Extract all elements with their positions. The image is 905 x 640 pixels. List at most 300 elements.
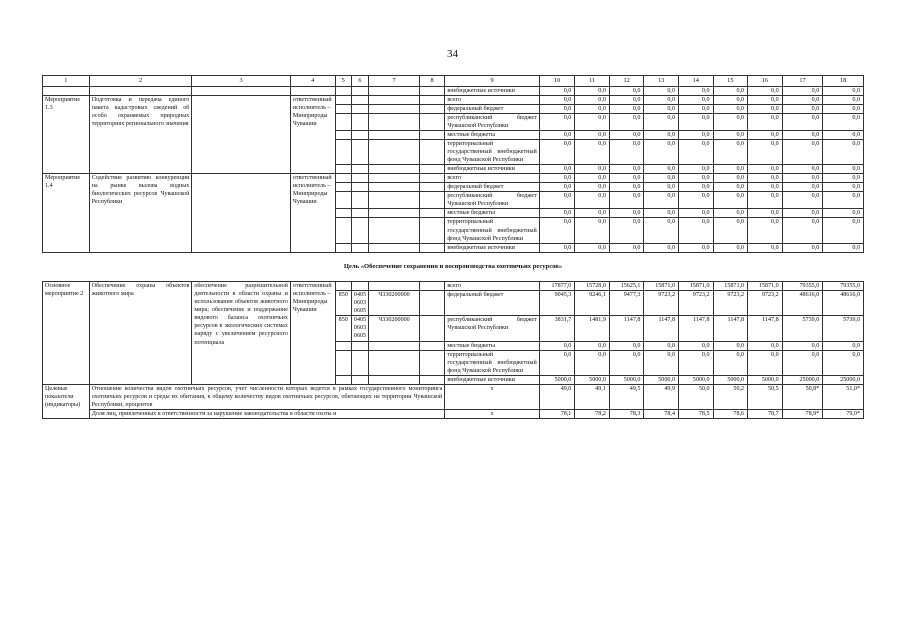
empty-cell (419, 282, 444, 291)
amount-cell: 15871,0 (748, 282, 783, 291)
empty-cell (351, 114, 368, 131)
amount-cell: 0,0 (539, 114, 575, 131)
amount-cell: 0,0 (575, 350, 610, 375)
empty-cell (419, 243, 444, 252)
responsible-cell: ответственный исполнитель – Минприроды Чувашии (290, 282, 335, 384)
amount-cell: 0,0 (679, 183, 714, 192)
empty-cell (419, 341, 444, 350)
empty-cell (335, 96, 351, 105)
amount-cell: 9045,3 (539, 291, 575, 316)
amount-cell: 0,0 (782, 96, 823, 105)
amount-cell: 0,0 (575, 96, 610, 105)
amount-cell: 0,0 (713, 114, 748, 131)
funding-source-cell: федеральный бюджет (445, 183, 539, 192)
amount-cell: 15871,0 (713, 282, 748, 291)
empty-cell (419, 114, 444, 131)
amount-cell: 0,0 (644, 87, 679, 96)
amount-cell: 0,0 (713, 183, 748, 192)
amount-cell: 0,0 (823, 218, 864, 243)
empty-cell (335, 375, 351, 384)
amount-cell: 0,0 (748, 243, 783, 252)
amount-cell: 0,0 (539, 140, 575, 165)
funding-source-cell: федеральный бюджет (445, 105, 539, 114)
amount-cell: 0,0 (539, 183, 575, 192)
empty-cell (369, 218, 420, 243)
amount-cell: 0,0 (609, 209, 644, 218)
amount-cell: 0,0 (575, 174, 610, 183)
empty-cell (369, 282, 420, 291)
amount-cell: 5000,0 (713, 375, 748, 384)
header-cell: 11 (575, 76, 610, 87)
funding-source-cell: территориальный государственный внебюджетный фонд Чувашской Республики (445, 140, 539, 165)
funding-source-cell: республиканский бюджет Чувашской Республики (445, 114, 539, 131)
amount-cell: 0,0 (539, 243, 575, 252)
amount-cell: 0,0 (644, 105, 679, 114)
measure-row (43, 174, 864, 183)
funding-source-cell: всего (445, 96, 539, 105)
amount-cell: 0,0 (748, 140, 783, 165)
empty-cell (369, 350, 420, 375)
indicator-value-cell: 78,6 (713, 409, 748, 418)
empty-cell (419, 165, 444, 174)
amount-cell: 0,0 (782, 243, 823, 252)
column-number-header (43, 76, 864, 87)
empty-cell (369, 165, 420, 174)
empty-cell (419, 291, 444, 316)
amount-cell: 0,0 (609, 96, 644, 105)
empty-cell (369, 105, 420, 114)
amount-cell: 0,0 (823, 209, 864, 218)
amount-cell: 0,0 (539, 96, 575, 105)
empty-cell (419, 209, 444, 218)
amount-cell: 0,0 (748, 183, 783, 192)
amount-cell: 3831,7 (539, 316, 575, 341)
funding-source-cell: всего (445, 282, 539, 291)
amount-cell: 1147,8 (644, 316, 679, 341)
empty-cell (335, 183, 351, 192)
main-measure-relation-cell: обеспечение разрешительной деятельности в области охраны и использования объектов животного мира; обеспечение и поддержание видового баланса охотничьих ресурсов в экологических системах наряду с увеличением ресурсного потенциала (192, 282, 291, 384)
empty-cell (419, 316, 444, 341)
amount-cell: 15625,1 (609, 282, 644, 291)
amount-cell: 0,0 (823, 243, 864, 252)
amount-cell: 0,0 (748, 341, 783, 350)
indicator-value-cell: 79,0* (823, 409, 864, 418)
indicator-text-cell: Отношение количества видов охотничьих ресурсов, учет численности которых ведется в рамках государственного мониторинга охотничьих ресурсов и среды их обитания, к общему количеству видов охотничьих ресурсов, обитающих на территории Чувашской Республики, процентов (89, 384, 445, 409)
amount-cell: 0,0 (782, 183, 823, 192)
amount-cell: 0,0 (644, 209, 679, 218)
amount-cell: 0,0 (782, 350, 823, 375)
amount-cell: 0,0 (575, 243, 610, 252)
amount-cell: 0,0 (539, 341, 575, 350)
empty-cell (335, 209, 351, 218)
indicator-value-cell: 78,3 (609, 409, 644, 418)
amount-cell: 0,0 (713, 192, 748, 209)
empty-cell (351, 140, 368, 165)
header-cell: 13 (644, 76, 679, 87)
header-cell: 10 (539, 76, 575, 87)
empty-cell (419, 140, 444, 165)
indicator-value-cell: 49,1 (575, 384, 610, 409)
amount-cell: 0,0 (748, 209, 783, 218)
amount-cell: 0,0 (539, 165, 575, 174)
amount-cell: 0,0 (782, 140, 823, 165)
header-cell: 16 (748, 76, 783, 87)
empty-cell (369, 192, 420, 209)
indicator-text-cell: Доля лиц, привлеченных к ответственности за нарушение законодательства в области охоты и (89, 409, 445, 418)
amount-cell: 5739,0 (782, 316, 823, 341)
indicator-value-cell: 50,0 (679, 384, 714, 409)
amount-cell: 0,0 (823, 131, 864, 140)
amount-cell: 0,0 (713, 174, 748, 183)
header-cell: 3 (192, 76, 291, 87)
amount-cell: 0,0 (782, 131, 823, 140)
empty-cell (369, 174, 420, 183)
header-cell: 6 (351, 76, 368, 87)
amount-cell: 0,0 (679, 131, 714, 140)
csr-code-cell: Ч330200000 (369, 291, 420, 316)
empty-cell (369, 140, 420, 165)
amount-cell: 0,0 (575, 87, 610, 96)
header-cell: 12 (609, 76, 644, 87)
empty-cell (192, 174, 291, 252)
amount-cell: 0,0 (713, 105, 748, 114)
amount-cell: 0,0 (539, 105, 575, 114)
amount-cell: 0,0 (823, 114, 864, 131)
empty-cell (351, 341, 368, 350)
funding-source-cell: республиканский бюджет Чувашской Республики (445, 192, 539, 209)
indicator-value-cell: 49,0 (539, 384, 575, 409)
funding-source-cell: республиканский бюджет Чувашской Республики (445, 316, 539, 341)
amount-cell: 0,0 (609, 105, 644, 114)
page-number: 34 (447, 48, 458, 60)
responsible-cell: ответственный исполнитель – Минприроды Чувашии (290, 96, 335, 174)
amount-cell: 0,0 (609, 183, 644, 192)
funding-source-cell: местные бюджеты (445, 341, 539, 350)
amount-cell: 0,0 (539, 192, 575, 209)
empty-cell (335, 174, 351, 183)
amount-cell: 0,0 (679, 96, 714, 105)
empty-cell (43, 87, 90, 96)
amount-cell: 0,0 (539, 87, 575, 96)
empty-cell (369, 87, 420, 96)
funding-source-cell: федеральный бюджет (445, 291, 539, 316)
responsible-cell: ответственный исполнитель – Минприроды Чувашии (290, 174, 335, 252)
amount-cell: 0,0 (644, 96, 679, 105)
empty-cell (419, 87, 444, 96)
amount-cell: 0,0 (679, 350, 714, 375)
empty-cell (290, 87, 335, 96)
measure-name-cell: Мероприятие 1.4 (43, 174, 90, 252)
header-cell: 17 (782, 76, 823, 87)
amount-cell: 0,0 (823, 87, 864, 96)
csr-code-cell: Ч330200000 (369, 316, 420, 341)
empty-cell (419, 192, 444, 209)
header-cell: 15 (713, 76, 748, 87)
header-cell: 9 (445, 76, 539, 87)
amount-cell: 0,0 (609, 350, 644, 375)
indicator-value-cell: 78,9* (782, 409, 823, 418)
empty-cell (335, 350, 351, 375)
amount-cell: 0,0 (679, 105, 714, 114)
amount-cell: 25000,0 (782, 375, 823, 384)
empty-cell (335, 341, 351, 350)
amount-cell: 0,0 (644, 218, 679, 243)
indicator-row (43, 409, 864, 418)
amount-cell: 0,0 (823, 350, 864, 375)
amount-cell: 5739,0 (823, 316, 864, 341)
amount-cell: 0,0 (748, 192, 783, 209)
header-cell: 5 (335, 76, 351, 87)
amount-cell: 0,0 (679, 218, 714, 243)
indicator-value-cell: 50,5 (748, 384, 783, 409)
amount-cell: 0,0 (575, 165, 610, 174)
amount-cell: 5000,0 (539, 375, 575, 384)
amount-cell: 0,0 (823, 165, 864, 174)
indicator-value-cell: 78,1 (539, 409, 575, 418)
amount-cell: 0,0 (782, 218, 823, 243)
amount-cell: 0,0 (748, 96, 783, 105)
empty-cell (369, 375, 420, 384)
amount-cell: 0,0 (748, 350, 783, 375)
empty-cell (351, 96, 368, 105)
amount-cell: 9723,2 (713, 291, 748, 316)
funding-source-cell: внебюджетные источники (445, 243, 539, 252)
amount-cell: 5000,0 (644, 375, 679, 384)
amount-cell: 0,0 (823, 183, 864, 192)
amount-cell: 0,0 (782, 87, 823, 96)
amount-cell: 1147,8 (679, 316, 714, 341)
amount-cell: 15871,0 (679, 282, 714, 291)
amount-cell: 0,0 (713, 341, 748, 350)
amount-cell: 0,0 (539, 174, 575, 183)
empty-cell (351, 282, 368, 291)
empty-cell (351, 350, 368, 375)
empty-cell (335, 114, 351, 131)
amount-cell: 0,0 (713, 131, 748, 140)
amount-cell: 0,0 (679, 243, 714, 252)
empty-cell (369, 114, 420, 131)
amount-cell: 0,0 (609, 140, 644, 165)
grbs-code-cell: 850 (335, 316, 351, 341)
empty-cell (351, 192, 368, 209)
amount-cell: 0,0 (609, 243, 644, 252)
funding-source-cell: внебюджетные источники (445, 87, 539, 96)
amount-cell: 0,0 (823, 341, 864, 350)
empty-cell (419, 96, 444, 105)
amount-cell: 0,0 (644, 174, 679, 183)
empty-cell (89, 87, 192, 96)
amount-cell: 0,0 (609, 87, 644, 96)
amount-cell: 15728,0 (575, 282, 610, 291)
amount-cell: 0,0 (782, 209, 823, 218)
empty-cell (419, 218, 444, 243)
amount-cell: 0,0 (609, 165, 644, 174)
indicator-value-cell: 78,4 (644, 409, 679, 418)
amount-cell: 0,0 (644, 114, 679, 131)
amount-cell: 0,0 (713, 96, 748, 105)
amount-cell: 0,0 (575, 131, 610, 140)
empty-cell (335, 131, 351, 140)
indicator-value-cell: 49,5 (609, 384, 644, 409)
amount-cell: 0,0 (713, 165, 748, 174)
amount-cell: 0,0 (748, 174, 783, 183)
goal-title: Цель «Обеспечение сохранения и воспроизводства охотничьих ресурсов» (343, 262, 563, 270)
empty-cell (335, 192, 351, 209)
funding-source-cell: внебюджетные источники (445, 375, 539, 384)
indicators-label-cell: Целевые показатели (индикаторы) (43, 384, 90, 418)
empty-cell (335, 105, 351, 114)
funding-source-cell: внебюджетные источники (445, 165, 539, 174)
amount-cell: 0,0 (679, 87, 714, 96)
amount-cell: 0,0 (713, 350, 748, 375)
amount-cell: 9723,2 (644, 291, 679, 316)
amount-cell: 0,0 (782, 105, 823, 114)
empty-cell (351, 209, 368, 218)
amount-cell: 25000,0 (823, 375, 864, 384)
funding-source-cell: местные бюджеты (445, 209, 539, 218)
amount-cell: 0,0 (782, 192, 823, 209)
funding-source-cell: всего (445, 174, 539, 183)
rzpr-code-cell: 0405 0603 0605 (351, 316, 368, 341)
amount-cell: 0,0 (575, 341, 610, 350)
amount-cell: 0,0 (609, 192, 644, 209)
empty-cell (351, 243, 368, 252)
amount-cell: 15871,0 (644, 282, 679, 291)
amount-cell: 9246,1 (575, 291, 610, 316)
amount-cell: 0,0 (713, 243, 748, 252)
amount-cell: 0,0 (748, 114, 783, 131)
header-cell: 14 (679, 76, 714, 87)
amount-cell: 0,0 (644, 350, 679, 375)
amount-cell: 0,0 (713, 209, 748, 218)
amount-cell: 0,0 (748, 87, 783, 96)
amount-cell: 0,0 (713, 87, 748, 96)
amount-cell: 9723,2 (679, 291, 714, 316)
empty-cell (335, 165, 351, 174)
empty-cell (351, 183, 368, 192)
header-cell: 2 (89, 76, 192, 87)
amount-cell: 0,0 (609, 341, 644, 350)
empty-cell (419, 105, 444, 114)
amount-cell: 0,0 (539, 350, 575, 375)
measure-name-cell: Мероприятие 1.3 (43, 96, 90, 174)
empty-cell (369, 243, 420, 252)
amount-cell: 0,0 (644, 183, 679, 192)
empty-cell (335, 140, 351, 165)
empty-cell (351, 174, 368, 183)
amount-cell: 5000,0 (748, 375, 783, 384)
empty-cell (351, 131, 368, 140)
empty-cell (419, 174, 444, 183)
indicator-value-cell: 51,0* (823, 384, 864, 409)
empty-cell (369, 209, 420, 218)
amount-cell: 1481,9 (575, 316, 610, 341)
amount-cell: 0,0 (679, 192, 714, 209)
amount-cell: 0,0 (575, 105, 610, 114)
amount-cell: 0,0 (575, 183, 610, 192)
amount-cell: 0,0 (644, 165, 679, 174)
amount-cell: 0,0 (679, 209, 714, 218)
amount-cell: 9477,3 (609, 291, 644, 316)
main-measure-name-cell: Основное мероприятие 2 (43, 282, 90, 384)
main-measure-row (43, 282, 864, 291)
amount-cell: 0,0 (575, 140, 610, 165)
amount-cell: 0,0 (575, 218, 610, 243)
amount-cell: 0,0 (609, 218, 644, 243)
header-cell: 8 (419, 76, 444, 87)
amount-cell: 0,0 (823, 105, 864, 114)
amount-cell: 0,0 (679, 165, 714, 174)
header-cell: 18 (823, 76, 864, 87)
amount-cell: 0,0 (644, 131, 679, 140)
amount-cell: 48616,0 (782, 291, 823, 316)
amount-cell: 0,0 (823, 192, 864, 209)
amount-cell: 5000,0 (575, 375, 610, 384)
empty-cell (335, 87, 351, 96)
measure-description-cell: Содействие развитию конкуренции на рынке вылова водных биологических ресурсов Чувашской Республики (89, 174, 192, 252)
rzpr-code-cell: 0405 0603 0605 (351, 291, 368, 316)
grbs-code-cell: 850 (335, 291, 351, 316)
amount-cell: 0,0 (609, 174, 644, 183)
amount-cell: 0,0 (644, 243, 679, 252)
amount-cell: 0,0 (539, 209, 575, 218)
amount-cell: 0,0 (823, 140, 864, 165)
indicator-value-cell: 78,7 (748, 409, 783, 418)
empty-cell (192, 87, 291, 96)
amount-cell: 0,0 (575, 114, 610, 131)
empty-cell (419, 131, 444, 140)
empty-cell (351, 218, 368, 243)
empty-cell (369, 96, 420, 105)
amount-cell: 0,0 (782, 165, 823, 174)
amount-cell: 17877,0 (539, 282, 575, 291)
amount-cell: 0,0 (713, 140, 748, 165)
amount-cell: 0,0 (609, 131, 644, 140)
amount-cell: 0,0 (782, 174, 823, 183)
amount-cell: 0,0 (782, 341, 823, 350)
amount-cell: 0,0 (644, 341, 679, 350)
indicator-value-cell: 50,8* (782, 384, 823, 409)
indicator-value-cell: 49,9 (644, 384, 679, 409)
continuation-row (43, 87, 864, 96)
funding-source-cell: территориальный государственный внебюджетный фонд Чувашской Республики (445, 218, 539, 243)
measure-row (43, 96, 864, 105)
amount-cell: 0,0 (713, 218, 748, 243)
amount-cell: 79355,0 (823, 282, 864, 291)
indicator-value-cell: 78,5 (679, 409, 714, 418)
amount-cell: 0,0 (782, 114, 823, 131)
program-funding-table (42, 75, 864, 419)
indicator-row (43, 384, 864, 409)
amount-cell: 0,0 (679, 140, 714, 165)
amount-cell: 0,0 (748, 218, 783, 243)
amount-cell: 0,0 (748, 165, 783, 174)
amount-cell: 0,0 (679, 341, 714, 350)
goal-row (43, 252, 864, 282)
amount-cell: 0,0 (539, 131, 575, 140)
amount-cell: 1147,8 (748, 316, 783, 341)
amount-cell: 1147,8 (609, 316, 644, 341)
amount-cell: 79355,0 (782, 282, 823, 291)
empty-cell (335, 282, 351, 291)
indicator-mark-cell: x (445, 409, 539, 418)
empty-cell (192, 96, 291, 174)
empty-cell (419, 183, 444, 192)
empty-cell (369, 183, 420, 192)
empty-cell (351, 165, 368, 174)
main-measure-description-cell: Обеспечение охраны объектов животного мира (89, 282, 192, 384)
amount-cell: 0,0 (644, 192, 679, 209)
